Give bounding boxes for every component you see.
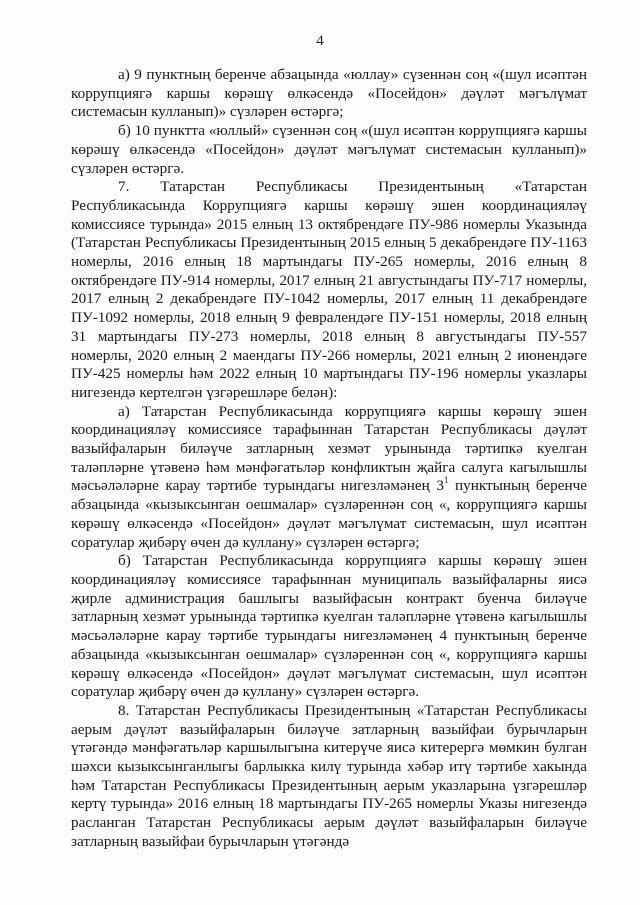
superscript: 1	[443, 475, 449, 486]
paragraph-text-part: пунктының беренче абзацында «кызыксынган оешмалар» сүзләреннән соң «, коррупциягә каршы көрәшү өлкәсендә «Посейдон» дәүләт мәгълүмат системасын, шул исәптән соратулар җибәрү өчен дә куллану» сүзләрен өстәргә;	[71, 477, 588, 551]
paragraph: 7. Татарстан Республикасы Президентының «Татарстан Республикасында Коррупциягә каршы көрәшү эшен координацияләү комиссиясе турында» 2015 елның 13 октябрендәге ПУ-986 номерлы Указында (Татарстан Республикасы Президентының 2015 елның 5 декабрендәге ПУ-1163 номерлы, 2016 елның 18 мартындагы ПУ-265 номерлы, 2016 елның 8 октябрендәге ПУ-914 номерлы, 2017 елның 21 августындагы ПУ-717 номерлы, 2017 елның 2 декабрендәге ПУ-1042 номерлы, 2017 елның 11 декабрендәге ПУ-1092 номерлы, 2018 елның 9 февралендәге ПУ-151 номерлы, 2018 елның 31 мартындагы ПУ-273 номерлы, 2018 елның 8 августындагы ПУ-557 номерлы, 2020 елның 2 маендагы ПУ-266 номерлы, 2021 елның 2 июнендәге ПУ-425 номерлы һәм 2022 елның 10 мартындагы ПУ-196 номерлы указлары нигезендә кертелгән үзгәрешләре белән):	[71, 178, 587, 401]
page-number: 4	[316, 33, 324, 49]
paragraph: а) 9 пунктның беренче абзацында «юллау» сүзеннән соң «(шул исәптән коррупциягә каршы көрәшү өлкәсендә «Посейдон» дәүләт мәгълүмат системасын кулланып)» сүзләрен өстәргә;	[71, 66, 587, 121]
paragraph: б) 10 пунктта «юллый» сүзеннән соң «(шул исәптән коррупциягә каршы көрәшү өлкәсендә «Посейдон» дәүләт мәгълүмат системасын кулланып)» сүзләрен өстәргә.	[71, 122, 587, 177]
document-body	[71, 66, 587, 852]
paragraph-with-superscript	[71, 403, 587, 553]
paragraph-text-part: а) Татарстан Республикасында коррупциягә каршы көрәшү эшен координацияләү комиссиясе тарафыннан Татарстан Республикасы дәүләт вазыйфаларын биләүче затларның хезмәт урынында тәртипкә куелган таләпләрне үтәвенә һәм мәнфәгатьләр конфликтын җайга салуга кагылышлы мәсьәләләрне карау тәртибе турындагы нигезләмәнең 3	[71, 402, 587, 495]
paragraph: 8. Татарстан Республикасы Президентының «Татарстан Республикасы аерым дәүләт вазыйфаларын биләүче затларның вазыйфаи бурычларын үтәгәндә мәнфәгатьләр каршылыгына китерүче яисә китерергә мөмкин булган шәхси кызыксынганлыгы барлыкка килү турында хәбәр итү тәртибе хакында һәм Татарстан Республикасы Президентының аерым указларына үзгәрешләр кертү турында» 2016 елның 18 мартындагы ПУ-265 номерлы Указы нигезендә расланган Татарстан Республикасы аерым дәүләт вазыйфаларын биләүче затларның вазыйфаи бурычларын үтәгәндә	[71, 701, 587, 850]
paragraph: б) Татарстан Республикасында коррупциягә каршы көрәшү эшен координацияләү комиссиясе тарафыннан муниципаль вазыйфаларны яисә җирле администрация башлыгы вазыйфасын контракт буенча биләүче затларның хезмәт урынында тәртипкә куелган таләпләрне үтәвенә кагылышлы мәсьәләләрне карау тәртибе турындагы нигезләмәнең 4 пунктының беренче абзацында «кызыксынган оешмалар» сүзләреннән соң «, коррупциягә каршы көрәшү өлкәсендә «Посейдон» дәүләт мәгълүмат системасын, шул исәптән соратулар җибәрү өчен дә куллану» сүзләрен өстәргә.	[71, 552, 587, 701]
